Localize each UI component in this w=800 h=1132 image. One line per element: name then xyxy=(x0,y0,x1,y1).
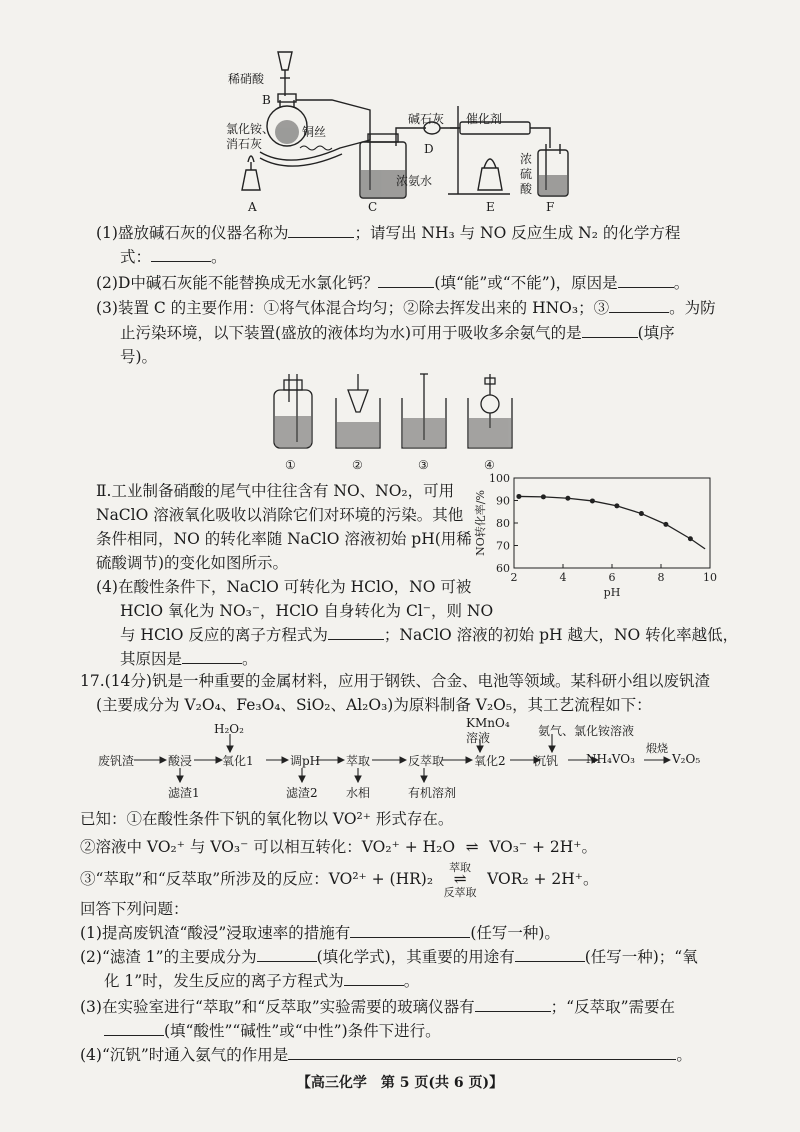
q17-part-2b: 化 1”时，发生反应的离子方程式为 。 xyxy=(104,972,420,990)
label-A: A xyxy=(248,200,257,214)
flow-residue-1: 滤渣1 xyxy=(168,786,200,800)
q17-part-1: (1)提高废钒渣“酸浸”浸取速率的措施有 (任写一种)。 xyxy=(80,924,560,942)
y-tick-label: 100 xyxy=(489,472,510,485)
answer-blank[interactable] xyxy=(475,997,551,1012)
label-conc-2: 硫 xyxy=(520,167,533,181)
label-copper: 铜丝 xyxy=(302,125,327,139)
x-tick-label: 10 xyxy=(703,571,717,584)
no-conversion-chart xyxy=(470,470,720,610)
flow-back-extract: 反萃取 xyxy=(408,754,445,768)
answer-blank[interactable] xyxy=(257,947,317,962)
sec2-line-8: 其原因是 。 xyxy=(120,650,258,668)
plot-frame xyxy=(514,478,710,568)
flow-calcine: 煅烧 xyxy=(646,742,668,755)
answer-blank[interactable] xyxy=(582,323,638,338)
flow-h2o2: H₂O₂ xyxy=(214,722,244,736)
flow-organic: 有机溶剂 xyxy=(408,786,457,800)
absorber-label-2: ② xyxy=(352,458,363,472)
q3-line-1: (3)装置 C 的主要作用：①将气体混合均匀；②除去挥发出来的 HNO₃；③ 。为防 xyxy=(96,299,716,317)
label-C: C xyxy=(368,200,378,214)
data-point xyxy=(663,522,668,527)
flow-kmno4: KMnO₄ xyxy=(466,716,510,730)
answer-blank[interactable] xyxy=(328,625,384,640)
flow-product: V₂O₅ xyxy=(672,752,701,766)
flow-residue-2: 滤渣2 xyxy=(286,786,318,800)
absorber-diagrams xyxy=(262,372,532,458)
label-soda-lime: 碱石灰 xyxy=(408,112,445,126)
flow-ox1: 氧化1 xyxy=(222,754,254,768)
conversion-curve xyxy=(519,496,705,548)
sec2-line-1: Ⅱ.工业制备硝酸的尾气中往往含有 NO、NO₂，可用 xyxy=(96,482,455,500)
data-point xyxy=(639,511,644,516)
q17-part-3b: (填“酸性”“碱性”或“中性”)条件下进行。 xyxy=(104,1020,740,1042)
label-E: E xyxy=(486,200,495,214)
sec2-line-6: HClO 氧化为 NO₃⁻，HClO 自身转化为 Cl⁻，则 NO xyxy=(120,602,494,620)
answer-header: 回答下列问题： xyxy=(80,900,189,918)
known-2: ②溶液中 VO₂⁺ 与 VO₃⁻ 可以相互转化：VO₂⁺ + H₂O ⇌ VO₃⁻ + 2H⁺。 xyxy=(80,838,597,856)
label-conc-3: 酸 xyxy=(520,182,533,196)
answer-blank[interactable] xyxy=(344,971,404,986)
answer-blank[interactable] xyxy=(350,923,470,938)
label-ammonia: 浓氨水 xyxy=(396,174,433,188)
q1-line-2: 式： 。 xyxy=(120,248,227,266)
flow-ox2: 氧化2 xyxy=(474,754,506,768)
label-conc-1: 浓 xyxy=(520,152,533,166)
label-reagents-1: 氯化铵、 xyxy=(226,122,275,136)
x-tick-label: 6 xyxy=(608,571,616,584)
sec2-line-2: NaClO 溶液氧化吸收以消除它们对环境的污染。其他 xyxy=(96,506,464,524)
data-point xyxy=(565,496,570,501)
flow-aqueous: 水相 xyxy=(346,786,371,800)
sec2-line-5: (4)在酸性条件下，NaClO 可转化为 HClO，NO 可被 xyxy=(96,578,472,596)
answer-blank[interactable] xyxy=(151,247,211,262)
sec2-line-7: 与 HClO 反应的离子方程式为 ；NaClO 溶液的初始 pH 越大，NO 转化率越低， xyxy=(120,626,739,644)
label-dilute-hno3: 稀硝酸 xyxy=(228,72,265,86)
answer-blank[interactable] xyxy=(288,223,354,238)
sec2-line-4: 硫酸调节)的变化如图所示。 xyxy=(96,554,289,572)
label-B: B xyxy=(262,93,271,107)
q17-part-3: (3)在实验室进行“萃取”和“反萃取”实验需要的玻璃仪器有 ；“反萃取”需要在 xyxy=(80,998,676,1016)
answer-blank[interactable] xyxy=(378,273,434,288)
q3-line-2: 止污染环境，以下装置(盛放的液体均为水)可用于吸收多余氨气的是 (填序 xyxy=(120,324,675,342)
flow-start: 废钒渣 xyxy=(98,754,135,768)
answer-blank[interactable] xyxy=(515,947,585,962)
y-axis-label: NO转化率/% xyxy=(474,490,487,556)
answer-blank[interactable] xyxy=(182,649,242,664)
data-point xyxy=(541,494,546,499)
q3-line-3: 号)。 xyxy=(120,348,158,366)
absorber-label-4: ④ xyxy=(484,458,495,472)
page-footer: 【高三化学 第 5 页(共 6 页)】 xyxy=(296,1075,504,1091)
data-point xyxy=(516,494,521,499)
absorber-label-1: ① xyxy=(285,458,296,472)
x-tick-label: 8 xyxy=(657,571,665,584)
absorber-label-3: ③ xyxy=(418,458,429,472)
label-F: F xyxy=(546,200,555,214)
x-tick-label: 2 xyxy=(510,571,518,584)
flow-nh3: 氨气、氯化铵溶液 xyxy=(538,724,635,738)
sec2-line-3: 条件相同，NO 的转化率随 NaClO 溶液初始 pH(用稀 xyxy=(96,530,472,548)
answer-blank[interactable] xyxy=(104,1021,164,1036)
flow-extract: 萃取 xyxy=(346,754,371,768)
q17-part-4: (4)“沉钒”时通入氨气的作用是 。 xyxy=(80,1046,692,1064)
label-D: D xyxy=(424,142,434,156)
flow-acid-leach: 酸浸 xyxy=(168,754,193,768)
q17-line-2: (主要成分为 V₂O₄、Fe₃O₄、SiO₂、Al₂O₃)为原料制备 V₂O₅，其工艺流程如下： xyxy=(96,696,652,714)
q17-line-1: 17.(14分)钒是一种重要的金属材料，应用于钢铁、合金、电池等领域。某科研小组以废钒渣 xyxy=(80,672,710,690)
label-reagents-2: 消石灰 xyxy=(226,137,263,151)
apparatus-diagram xyxy=(220,30,590,220)
q2-line: (2)D中碱石灰能不能替换成无水氯化钙？ (填“能”或“不能”)，原因是 。 xyxy=(96,274,690,292)
y-tick-label: 80 xyxy=(496,517,510,530)
answer-blank[interactable] xyxy=(618,273,674,288)
y-tick-label: 70 xyxy=(496,539,510,553)
y-tick-label: 60 xyxy=(496,562,510,575)
q17-part-2: (2)“滤渣 1”的主要成分为 (填化学式)，其重要的用途有 (任写一种)；“氧 xyxy=(80,948,698,966)
answer-blank[interactable] xyxy=(609,298,669,313)
answer-blank[interactable] xyxy=(288,1045,676,1060)
flow-adjust-ph: 调pH xyxy=(290,754,321,768)
q1-line-1: (1)盛放碱石灰的仪器名称为 ；请写出 NH₃ 与 NO 反应生成 N₂ 的化学方程 xyxy=(96,224,681,242)
data-point xyxy=(590,498,595,503)
data-point xyxy=(614,503,619,508)
known-3: ③“萃取”和“反萃取”所涉及的反应：VO²⁺ + (HR)₂ 萃取 ⇌ 反萃取 VOR₂ + 2H⁺。 xyxy=(80,861,599,899)
known-1: 已知：①在酸性条件下钒的氧化物以 VO²⁺ 形式存在。 xyxy=(80,810,454,828)
data-point xyxy=(688,536,693,541)
x-tick-label: 4 xyxy=(559,571,567,584)
flow-kmno4-solution: 溶液 xyxy=(466,731,491,745)
label-catalyst: 催化剂 xyxy=(466,112,503,126)
x-axis-label: pH xyxy=(603,586,621,599)
flow-nh4vo3: NH₄VO₃ xyxy=(586,752,635,766)
y-tick-label: 90 xyxy=(496,494,510,508)
flow-precip: 沉钒 xyxy=(534,754,559,768)
